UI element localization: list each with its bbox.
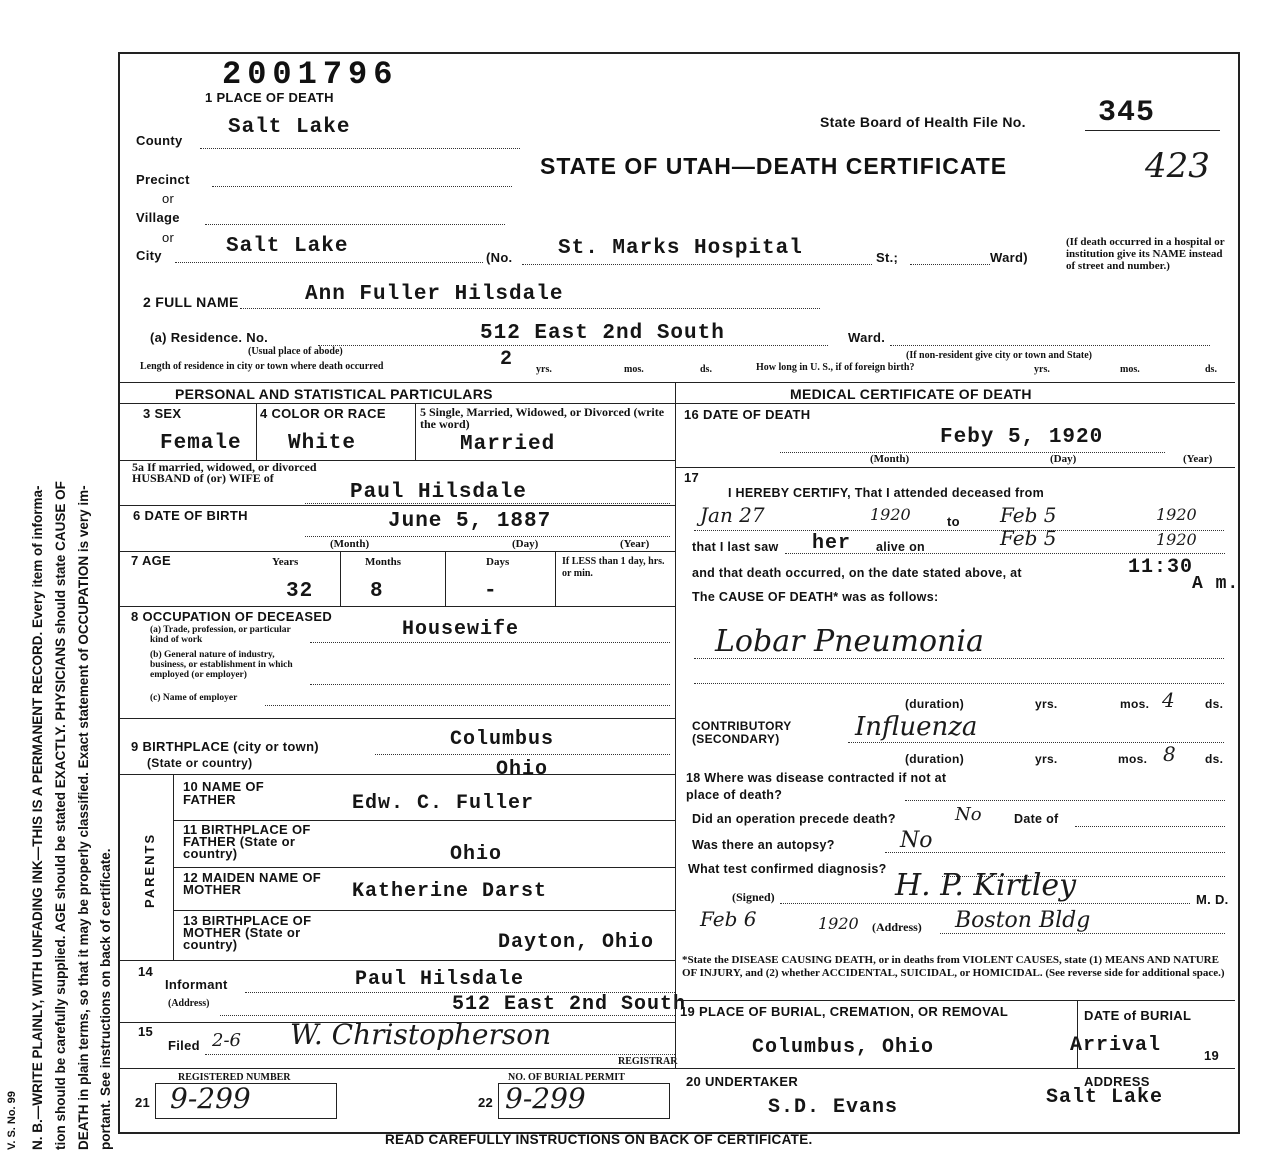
physician-address-value: Boston Bldg <box>955 908 1091 933</box>
contrib-duration-yrs: yrs. <box>1035 752 1058 766</box>
mother-value: Katherine Darst <box>352 880 548 903</box>
age-days-value: - <box>484 580 498 603</box>
registered-number-label: REGISTERED NUMBER <box>178 1072 291 1083</box>
dod-year-label: (Year) <box>1183 453 1213 465</box>
item-17-number: 17 <box>684 470 700 485</box>
full-name-value: Ann Fuller Hilsdale <box>305 283 564 306</box>
margin-line-2: tion should be carefully supplied. AGE should be stated EXACTLY. PHYSICIANS should state CAUSE OF <box>53 481 68 1150</box>
last-saw-label: that I last saw <box>692 540 779 554</box>
birthplace-city-value: Columbus <box>450 728 555 751</box>
marital-value: Married <box>460 433 556 456</box>
margin-line-3: DEATH in plain terms, so that it may be properly classified. Exact statement of OCCUPATION is very im- <box>76 485 91 1150</box>
father-value: Edw. C. Fuller <box>352 792 535 815</box>
father-birthplace-value: Ohio <box>450 843 503 866</box>
time-ampm: A m. <box>1192 574 1240 594</box>
informant-address-label: (Address) <box>168 998 210 1009</box>
age-days-label: Days <box>486 556 510 568</box>
cause-of-death-value: Lobar Pneumonia <box>715 624 984 659</box>
cause-footnote: *State the DISEASE CAUSING DEATH, or in deaths from VIOLENT CAUSES, state (1) MEANS AND NATURE OF INJURY, and (2) whether ACCIDENTAL, SUICIDAL, or HOMICIDAL. (See reverse side for additional space.) <box>682 954 1225 979</box>
dod-day-label: (Day) <box>1050 453 1077 465</box>
undertaker-value: S.D. Evans <box>768 1096 899 1119</box>
md-label: M. D. <box>1196 892 1229 907</box>
us-ds-label: ds. <box>1205 364 1217 375</box>
sex-label: 3 SEX <box>143 406 182 421</box>
spouse-value: Paul Hilsdale <box>350 481 527 504</box>
stamp-number: 2001796 <box>222 56 399 93</box>
length-yrs-label: yrs. <box>536 364 552 375</box>
mother-label: 12 MAIDEN NAME OF MOTHER <box>183 870 322 897</box>
item-15-number: 15 <box>138 1024 154 1039</box>
time-of-death-value: 11:30 <box>1128 556 1194 579</box>
burial-permit-label: NO. OF BURIAL PERMIT <box>508 1072 625 1083</box>
time-of-death-label: and that death occurred, on the date stated above, at <box>692 566 1022 580</box>
attended-from-year: 1920 <box>870 505 911 524</box>
us-residence-label: How long in U. S., if of foreign birth? <box>756 362 915 373</box>
dob-label: 6 DATE OF BIRTH <box>133 508 248 523</box>
father-label: 10 NAME OF FATHER <box>183 779 265 807</box>
burial-date-value: Arrival <box>1070 1034 1162 1057</box>
burial-year-label: 19 <box>1204 1048 1220 1063</box>
birthplace-label: 9 BIRTHPLACE (city or town) <box>131 739 319 754</box>
footer-note: READ CAREFULLY INSTRUCTIONS ON BACK OF CERTIFICATE. <box>385 1132 813 1147</box>
certify-text: I HEREBY CERTIFY, That I attended deceased from <box>728 486 1045 500</box>
to-label: to <box>947 514 960 529</box>
vs-number: V. S. No. 99 <box>6 1091 18 1150</box>
where-contracted-label: 18 Where was disease contracted if not at place of death? <box>686 771 947 802</box>
autopsy-value: No <box>900 828 933 853</box>
nonresident-note: (If non-resident give city or town and State) <box>906 350 1093 361</box>
alive-on-label: alive on <box>876 540 925 554</box>
residence-ward-label: Ward. <box>848 330 886 345</box>
abode-note: (Usual place of abode) <box>248 346 343 357</box>
undertaker-address-value: Salt Lake <box>1046 1086 1164 1109</box>
autopsy-label: Was there an autopsy? <box>692 838 835 852</box>
parents-label: PARENTS <box>142 832 157 908</box>
village-label: Village <box>136 210 180 225</box>
mother-birthplace-value: Dayton, Ohio <box>498 931 655 954</box>
contrib-duration-mos: mos. <box>1118 752 1148 766</box>
city-label: City <box>136 248 162 263</box>
residence-label: (a) Residence. No. <box>150 330 269 345</box>
sign-year-value: 1920 <box>818 914 859 933</box>
contributory-value: Influenza <box>855 712 978 742</box>
filed-label: Filed <box>168 1038 200 1053</box>
dob-day-label: (Day) <box>512 538 539 550</box>
birthplace-state-label: (State or country) <box>147 756 253 770</box>
occupation-note-c: (c) Name of employer <box>150 693 238 703</box>
registrar-signature: W. Christopherson <box>290 1018 552 1051</box>
cause-duration-ds: ds. <box>1205 697 1224 711</box>
physician-address-label: (Address) <box>872 920 922 934</box>
place-of-death-label: 1 PLACE OF DEATH <box>205 90 334 105</box>
length-ds-label: ds. <box>700 364 712 375</box>
marital-label: 5 Single, Married, Widowed, or Divorced (write the word) <box>420 405 665 431</box>
undertaker-address-label: ADDRESS <box>1084 1074 1150 1089</box>
attended-to-year: 1920 <box>1156 505 1197 524</box>
test-confirmed-label: What test confirmed diagnosis? <box>688 862 887 876</box>
item-22-number: 22 <box>478 1095 494 1110</box>
last-saw-who: her <box>812 532 852 555</box>
spouse-label: 5a If married, widowed, or divorced HUSBAND of (or) WIFE of <box>132 460 317 485</box>
informant-address-value: 512 East 2nd South <box>452 993 687 1016</box>
informant-value: Paul Hilsdale <box>355 968 525 991</box>
ward-label: Ward) <box>990 250 1028 265</box>
registered-number-value: 9-299 <box>170 1082 251 1115</box>
birthplace-state-value: Ohio <box>496 758 549 781</box>
date-of-death-value: Feby 5, 1920 <box>940 426 1104 449</box>
contrib-duration-ds: ds. <box>1205 752 1224 766</box>
age-months-value: 8 <box>370 580 384 603</box>
burial-date-label: DATE of BURIAL <box>1084 1008 1192 1023</box>
length-mos-label: mos. <box>624 364 644 375</box>
alive-on-year: 1920 <box>1156 530 1197 549</box>
county-value: Salt Lake <box>228 116 351 139</box>
operation-label: Did an operation precede death? <box>692 812 896 826</box>
personal-heading: PERSONAL AND STATISTICAL PARTICULARS <box>175 386 493 402</box>
cause-duration-mos: mos. <box>1120 697 1150 711</box>
burial-label: 19 PLACE OF BURIAL, CREMATION, OR REMOVAL <box>680 1004 1009 1019</box>
st-label: St.; <box>876 250 899 265</box>
occupation-label: 8 OCCUPATION OF DECEASED <box>131 609 333 624</box>
physician-signature: H. P. Kirtley <box>895 868 1077 903</box>
alive-on-date: Feb 5 <box>1000 526 1057 550</box>
undertaker-label: 20 UNDERTAKER <box>686 1074 799 1089</box>
sign-date-value: Feb 6 <box>700 907 757 931</box>
or-label-1: or <box>162 191 175 206</box>
us-yrs-label: yrs. <box>1034 364 1050 375</box>
county-label: County <box>136 133 183 148</box>
age-label: 7 AGE <box>131 553 172 568</box>
occupation-value: Housewife <box>402 618 520 641</box>
dod-month-label: (Month) <box>870 453 910 465</box>
color-label: 4 COLOR OR RACE <box>260 406 386 421</box>
length-years-value: 2 <box>500 348 514 371</box>
dob-year-label: (Year) <box>620 538 650 550</box>
item-21-number: 21 <box>135 1095 151 1110</box>
street-value: St. Marks Hospital <box>558 237 803 260</box>
margin-line-1: N. B.—WRITE PLAINLY, WITH UNFADING INK—THIS IS A PERMANENT RECORD. Every item of informa- <box>30 485 45 1150</box>
cause-duration-label: (duration) <box>905 697 964 711</box>
operation-date-label: Date of <box>1014 812 1059 826</box>
filed-date-value: 2-6 <box>212 1030 241 1051</box>
age-years-label: Years <box>272 556 299 568</box>
attended-from-date: Jan 27 <box>700 503 765 527</box>
registrar-label: REGISTRAR <box>618 1056 678 1067</box>
full-name-label: 2 FULL NAME <box>143 294 239 310</box>
occupation-note-a: (a) Trade, profession, or particular kind of work <box>150 625 291 645</box>
cause-of-death-label: The CAUSE OF DEATH* was as follows: <box>692 590 939 604</box>
burial-place-value: Columbus, Ohio <box>752 1036 935 1059</box>
certificate-title: STATE OF UTAH—DEATH CERTIFICATE <box>540 153 1008 179</box>
or-label-2: or <box>162 230 175 245</box>
registration-number: 423 <box>1145 146 1210 186</box>
father-birthplace-label: 11 BIRTHPLACE OF FATHER (State or country) <box>183 822 311 861</box>
mother-birthplace-label: 13 BIRTHPLACE OF MOTHER (State or country) <box>183 913 312 952</box>
occupation-note-b: (b) General nature of industry, business, or establishment in which employed (or employer) <box>150 650 293 680</box>
contributory-label: CONTRIBUTORY (SECONDARY) <box>692 719 792 746</box>
age-less-label: If LESS than 1 day, hrs. or min. <box>562 556 665 579</box>
hospital-note: (If death occurred in a hospital or institution give its NAME instead of street and number.) <box>1066 236 1225 272</box>
street-no-label: (No. <box>486 250 513 265</box>
cause-duration-yrs: yrs. <box>1035 697 1058 711</box>
age-years-value: 32 <box>286 580 314 603</box>
medical-heading: MEDICAL CERTIFICATE OF DEATH <box>790 386 1032 402</box>
operation-value: No <box>955 804 982 825</box>
length-residence-label: Length of residence in city or town where death occurred <box>140 361 384 372</box>
us-mos-label: mos. <box>1120 364 1140 375</box>
date-of-death-label: 16 DATE OF DEATH <box>684 407 811 422</box>
burial-permit-value: 9-299 <box>505 1082 586 1115</box>
residence-value: 512 East 2nd South <box>480 322 725 345</box>
dob-value: June 5, 1887 <box>388 510 552 533</box>
age-months-label: Months <box>365 556 402 568</box>
color-value: White <box>288 432 357 455</box>
attended-to-date: Feb 5 <box>1000 503 1057 527</box>
contrib-duration-days-value: 8 <box>1163 742 1176 766</box>
city-value: Salt Lake <box>226 235 349 258</box>
file-no-label: State Board of Health File No. <box>820 114 1026 130</box>
contrib-duration-label: (duration) <box>905 752 964 766</box>
sex-value: Female <box>160 432 242 455</box>
precinct-label: Precinct <box>136 172 190 187</box>
informant-label: Informant <box>165 977 228 992</box>
file-no: 345 <box>1098 96 1156 130</box>
margin-line-4: portant. See instructions on back of certificate. <box>98 848 113 1150</box>
dob-month-label: (Month) <box>330 538 370 550</box>
signed-label: (Signed) <box>732 890 775 904</box>
item-14-number: 14 <box>138 964 154 979</box>
cause-duration-days-value: 4 <box>1162 688 1175 712</box>
